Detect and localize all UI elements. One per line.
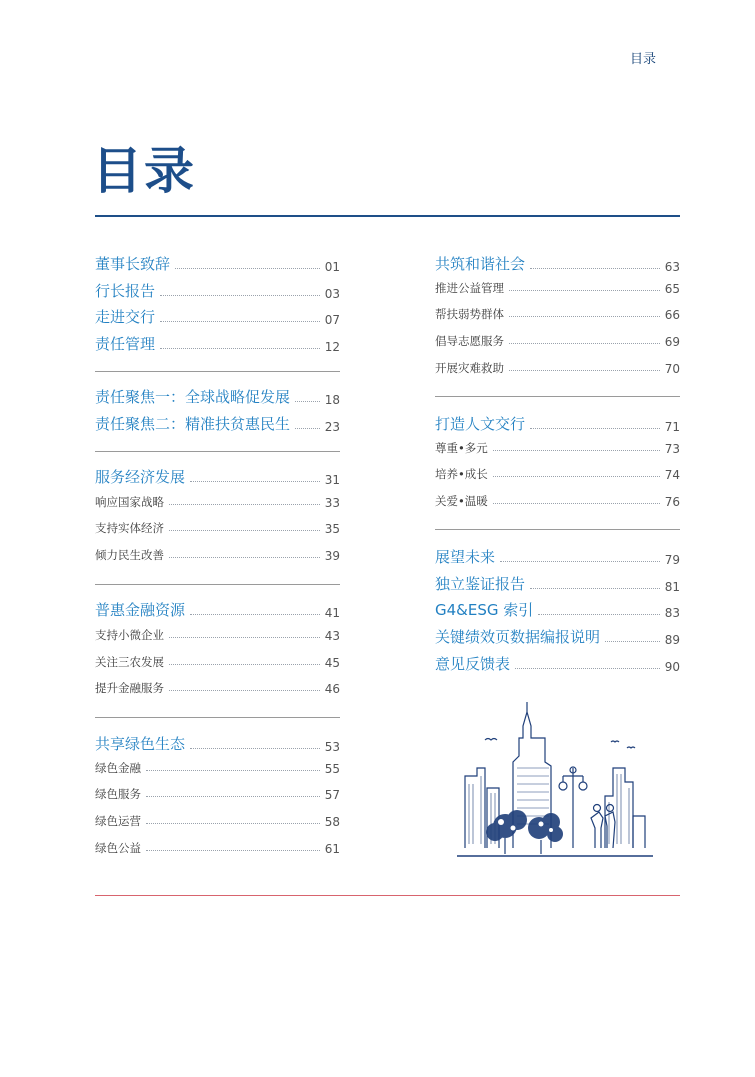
toc-entry-title: 推进公益管理 [435, 281, 504, 295]
toc-entry-page: 43 [324, 629, 340, 643]
leader-dots [538, 614, 659, 615]
toc-entry[interactable] [435, 599, 680, 620]
leader-dots [190, 614, 320, 615]
toc-entry-page: 79 [664, 553, 680, 567]
toc-entry[interactable] [95, 306, 340, 327]
section-divider [435, 529, 680, 530]
toc-entry-page: 70 [664, 362, 680, 376]
leader-dots [509, 316, 660, 317]
toc-entry[interactable] [95, 840, 340, 856]
toc-entry-page: 76 [664, 495, 680, 509]
leader-dots [509, 290, 660, 291]
bottom-divider [95, 895, 680, 896]
section-divider [95, 451, 340, 452]
toc-entry-page: 66 [664, 308, 680, 322]
toc-entry-title: 尊重•多元 [435, 441, 488, 455]
toc-entry-page: 63 [664, 260, 680, 274]
leader-dots [530, 588, 660, 589]
toc-entry-page: 73 [664, 442, 680, 456]
toc-entry[interactable] [435, 626, 680, 647]
toc-entry[interactable] [435, 466, 680, 482]
leader-dots [493, 450, 660, 451]
toc-entry[interactable] [435, 546, 680, 567]
toc-entry[interactable] [435, 573, 680, 594]
toc-entry[interactable] [95, 680, 340, 696]
toc-entry[interactable] [95, 760, 340, 776]
toc-entry-title: 打造人文交行 [435, 415, 526, 433]
leader-dots [500, 561, 660, 562]
toc-entry-page: 46 [324, 682, 340, 696]
toc-entry-title: 支持小微企业 [95, 628, 164, 642]
toc-entry[interactable] [95, 599, 340, 620]
toc-entry-page: 07 [324, 313, 340, 327]
toc-entry-title: 责任聚焦二：精准扶贫惠民生 [95, 415, 291, 433]
leader-dots [515, 668, 660, 669]
toc-entry-title: 提升金融服务 [95, 681, 164, 695]
leader-dots [509, 370, 660, 371]
toc-entry[interactable] [95, 654, 340, 670]
toc-entry-title: 绿色金融 [95, 761, 141, 775]
leader-dots [493, 476, 660, 477]
toc-entry-page: 89 [664, 633, 680, 647]
toc-entry[interactable] [95, 494, 340, 510]
toc-entry-page: 31 [324, 473, 340, 487]
toc-entry-page: 55 [324, 762, 340, 776]
toc-entry-page: 39 [324, 549, 340, 563]
toc-entry-page: 61 [324, 842, 340, 856]
toc-entry[interactable] [435, 253, 680, 274]
leader-dots [530, 268, 660, 269]
toc-entry-title: 关注三农发展 [95, 655, 164, 669]
toc-entry[interactable] [95, 253, 340, 274]
leader-dots [160, 321, 320, 322]
toc-entry-title: 共筑和谐社会 [435, 255, 526, 273]
toc-entry-title: 行长报告 [95, 282, 156, 300]
leader-dots [146, 823, 320, 824]
toc-entry-title: 倡导志愿服务 [435, 334, 504, 348]
leader-dots [169, 637, 320, 638]
toc-entry[interactable] [95, 813, 340, 829]
toc-entry-title: 独立鉴证报告 [435, 575, 526, 593]
page-title: 目录 [92, 142, 196, 200]
toc-entry-page: 45 [324, 656, 340, 670]
toc-entry[interactable] [435, 440, 680, 456]
toc-entry-title: 责任聚焦一：全球战略促发展 [95, 388, 291, 406]
toc-entry-page: 53 [324, 740, 340, 754]
leader-dots [169, 664, 320, 665]
leader-dots [295, 401, 320, 402]
toc-entry[interactable] [95, 786, 340, 802]
toc-entry-page: 58 [324, 815, 340, 829]
toc-entry[interactable] [95, 733, 340, 754]
leader-dots [146, 850, 320, 851]
toc-entry[interactable] [435, 653, 680, 674]
toc-entry[interactable] [435, 280, 680, 296]
toc-entry[interactable] [435, 333, 680, 349]
toc-entry-page: 12 [324, 340, 340, 354]
toc-entry-page: 18 [324, 393, 340, 407]
toc-entry-page: 81 [664, 580, 680, 594]
toc-entry-title: 意见反馈表 [435, 655, 511, 673]
toc-entry[interactable] [95, 280, 340, 301]
toc-entry-title: 培养•成长 [435, 467, 488, 481]
toc-entry-title: 关键绩效页数据编报说明 [435, 628, 601, 646]
toc-entry-title: 普惠金融资源 [95, 601, 186, 619]
toc-entry-page: 03 [324, 287, 340, 301]
toc-entry-title: 帮扶弱势群体 [435, 307, 504, 321]
leader-dots [169, 557, 320, 558]
toc-entry-title: 走进交行 [95, 308, 156, 326]
leader-dots [160, 348, 320, 349]
section-divider [95, 584, 340, 585]
toc-entry-title: 支持实体经济 [95, 521, 164, 535]
toc-entry-title: 展望未来 [435, 548, 496, 566]
leader-dots [190, 481, 320, 482]
header-section-label: 目录 [630, 52, 657, 67]
toc-entry-page: 65 [664, 282, 680, 296]
leader-dots [146, 796, 320, 797]
toc-entry-title: 绿色服务 [95, 787, 141, 801]
leader-dots [160, 295, 320, 296]
toc-entry-page: 23 [324, 420, 340, 434]
toc-entry-title: 绿色公益 [95, 841, 141, 855]
toc-entry-title: 响应国家战略 [95, 495, 164, 509]
toc-entry[interactable] [435, 360, 680, 376]
section-divider [95, 717, 340, 718]
section-divider [435, 396, 680, 397]
toc-entry-title: 绿色运营 [95, 814, 141, 828]
toc-entry-page: 41 [324, 606, 340, 620]
toc-entry[interactable] [435, 306, 680, 322]
toc-entry-title: 服务经济发展 [95, 468, 186, 486]
toc-entry[interactable] [95, 627, 340, 643]
leader-dots [190, 748, 320, 749]
toc-entry[interactable] [95, 413, 340, 434]
leader-dots [169, 690, 320, 691]
toc-entry[interactable] [95, 333, 340, 354]
toc-entry-title: 倾力民生改善 [95, 548, 164, 562]
toc-entry[interactable] [95, 520, 340, 536]
leader-dots [493, 503, 660, 504]
toc-entry-title: 董事长致辞 [95, 255, 171, 273]
toc-entry[interactable] [435, 413, 680, 434]
leader-dots [509, 343, 660, 344]
toc-entry-title: 开展灾难救助 [435, 361, 504, 375]
leader-dots [295, 428, 320, 429]
leader-dots [169, 530, 320, 531]
city-skyline-illustration [455, 698, 655, 863]
section-divider [95, 371, 340, 372]
toc-entry-page: 57 [324, 788, 340, 802]
toc-entry-page: 71 [664, 420, 680, 434]
toc-entry-title: 关爱•温暖 [435, 494, 488, 508]
leader-dots [146, 770, 320, 771]
toc-entry[interactable] [95, 547, 340, 563]
toc-entry-title: G4&ESG 索引 [435, 601, 534, 619]
toc-entry-page: 01 [324, 260, 340, 274]
leader-dots [530, 428, 660, 429]
toc-entry[interactable] [95, 466, 340, 487]
toc-entry-page: 83 [664, 606, 680, 620]
toc-entry-page: 69 [664, 335, 680, 349]
leader-dots [605, 641, 660, 642]
toc-entry-title: 责任管理 [95, 335, 156, 353]
toc-entry-page: 90 [664, 660, 680, 674]
toc-entry-page: 33 [324, 496, 340, 510]
toc-entry-title: 共享绿色生态 [95, 735, 186, 753]
toc-entry-page: 35 [324, 522, 340, 536]
leader-dots [169, 504, 320, 505]
toc-entry[interactable] [435, 493, 680, 509]
toc-entry[interactable] [95, 386, 340, 407]
leader-dots [175, 268, 320, 269]
toc-entry-page: 74 [664, 468, 680, 482]
title-divider [95, 215, 680, 217]
